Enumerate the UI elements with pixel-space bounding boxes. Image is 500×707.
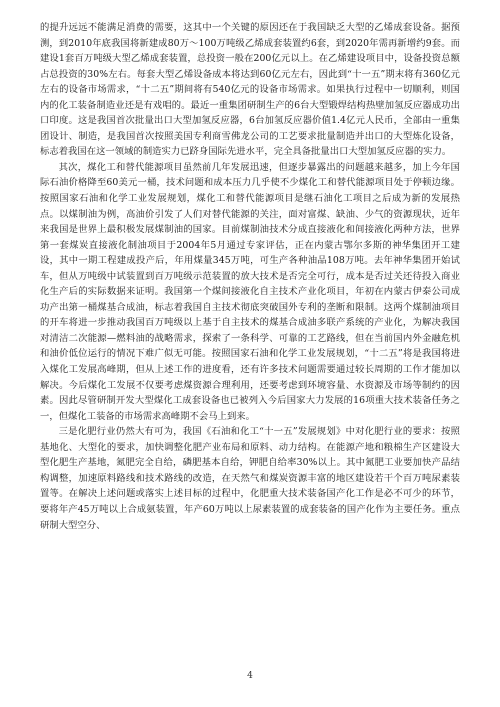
paragraph-fertilizer-industry: 三是化肥行业仍然大有可为，我国《石油和化工“十一五”发展规划》中对化肥行业的要求：按照基地化、大型化的要求，加快调整化肥产业布局和原料、动力结构。在能源产地和粮棉生产区建设大型化肥生产基地，氮肥完全自给，磷肥基本自给，钾肥自给率30%以上。其中氮肥工业要加快产品结构调整，加速原料路线和技术路线的改造，在天然气和煤炭资源丰富的地区建设若干个百万吨尿素装置等。在解决上述问题或落实上述目标的过程中，化肥重大技术装备国产化工作是必不可少的环节，要将年产45万吨以上合成氨装置，年产60万吨以上尿素装置的成套装备的国产化作为主要任务。重点研制大型空分、 bbox=[40, 426, 460, 531]
document-body bbox=[40, 20, 460, 533]
paragraph-ethylene-equipment: 的提升远远不能满足消费的需要，这其中一个关键的原因还在于我国缺乏大型的乙烯成套设备。据预测，到2010年底我国将新建成80万～100万吨级乙烯成套装置约6套，到2020年需再新增约9套。而建设1套百万吨级大型乙烯成套装置，总投资一般在200亿元以上。在乙烯建设项目中，设备投资总额占总投资的30%左右。每套大型乙烯设备成本将达到60亿元左右，因此到“十一五”期末将有360亿元左右的设备市场需求，“十二五”期间将有540亿元的设备市场需求。如果执行过程中一切顺利，则国内的化工装备制造业还是有戏唱的。最近一重集团研制生产的6台大型锻焊结构热壁加氢反应器成功出口印度。这是我国首次批量出口大型加氢反应器，6台加氢反应器价值1.4亿元人民币，全部由一重集团设计、制造，是我国首次按照美国专利商雪佛龙公司的工艺要求批量制造并出口的大型炼化设备，标志着我国在这一领域的制造实力已跻身国际先进水平，完全具备批量出口大型加氢反应器的实力。 bbox=[40, 22, 460, 158]
page-number: 4 bbox=[247, 671, 253, 681]
paragraph-coal-chemical: 其次，煤化工和替代能源项目虽然前几年发展迅速，但逐步暴露出的问题越来越多，加上今年国际石油价格降至60美元一桶，技术问题和成本压力几乎使不少煤化工和替代能源项目处于停顿边缘。按照国家石油和化学工业发展规划，煤化工和替代能源项目是继石油化工项目之后成为新的发展热点。以煤制油为例，高油价引发了人们对替代能源的关注，面对富煤、缺油、少气的资源现状，近年来我国是世界上最积极发展煤制油的国家。目前煤制油技术分成直接液化和间接液化两种方法，世界第一套煤炭直接液化制油项目于2004年5月通过专家评估，正在内蒙古鄂尔多斯的神华集团开工建设，其中一期工程建成投产后，年用煤量345万吨，可生产各种油品108万吨。去年神华集团开始试车，但从万吨级中试装置到百万吨级示范装置的放大技术是否完全可行，成本是否过关还待投入商业化生产后的实际数据来证明。我国第一个煤间接液化自主技术产业化项目，年初在内蒙古伊泰公司成功产出第一桶煤基合成油，标志着我国自主技术彻底突破国外专利的垄断和限制。这两个煤制油项目的开车将进一步推动我国百万吨级以上基于自主技术的煤基合成油多联产系统的产业化，为解决我国对清洁二次能源—燃料油的战略需求，探索了一条科学、可靠的工艺路线，但在当前国内外金融危机和油价低位运行的情况下难广似无可能。按照国家石油和化学工业发展规划，“十二五”将是我国将进入煤化工发展高峰期，但从上述工作的进度看，还有许多技术问题需要通过较长周期的工作才能加以解决。今后煤化工发展不仅要考虑煤资源合理利用，还要考虑到环境容量、水资源及市场等制约的因素。因此尽管研制开发大型煤化工成套设备也已被列入今后国家大力发展的16项重大技术装备任务之一，但煤化工装备的市场需求高峰期不会马上到来。 bbox=[40, 161, 460, 422]
